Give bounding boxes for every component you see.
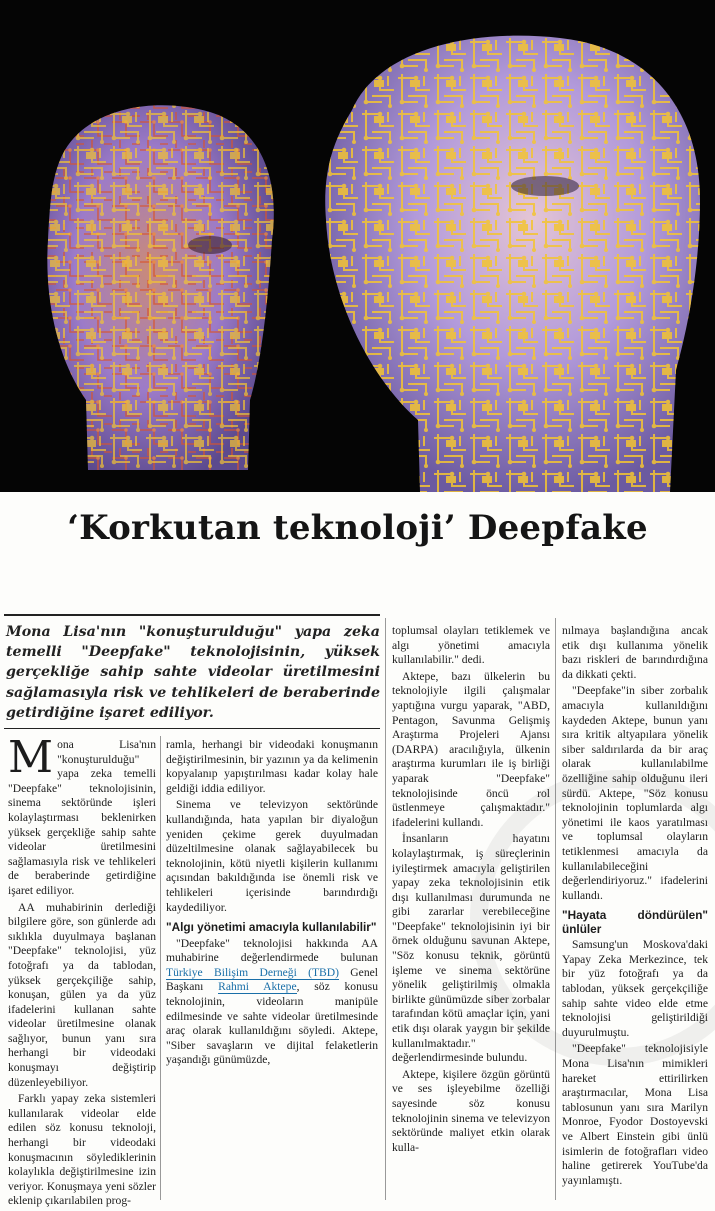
- column-1-text-1: ona Lisa'nın "konuşturulduğu" yapa zeka temelli "Deepfake" teknolojisinin, sinema sektöründe işleri kolaylaştırması beklenirken yüksek gerçekliğe sahip sahte videolar üretilmesini sağlamasıyla risk ve tehlikeleri de beraberinde getirdiğine işaret ediliyor.: [8, 738, 156, 897]
- column-2-paragraph-3: [166, 937, 378, 1068]
- column-4-paragraph-2: "Deepfake"in siber zorbalık amacıyla kullanıldığını kaydeden Aktepe, bunun yanı sıra kritik altyapılara yönelik siber saldırılarda da bir araç olarak kullanılabilme özelliğine sahip olduğunu ileri sürdü. Aktepe, "Söz konusu teknolojinin toplumlarda algı yönetimi ile kaos yaratılması ve toplumsal olayların tetiklenmesi amacıyla da kullanılabileceğini değerlendiriyoruz." ifadelerini kullandı.: [562, 684, 708, 902]
- column-2-text-3c: , söz konusu teknolojinin, videoların manipüle edilmesinde ve sahte videolar üretilmesinde araç olarak kullanıldığını söyledi. Aktepe, "Siber savaşların ve dijital felaketlerin yaşandığı günümüzde,: [166, 980, 378, 1067]
- column-divider-2: [385, 618, 386, 1200]
- column-1-paragraph-2: AA muhabirinin derlediği bilgilere göre, son günlerde adı sıklıkla duyulmaya başlanan "Deepfake" teknolojisi, yüz fotoğrafı ya da tablodan, yüksek gerçekçiliğe sahip, konuşan, gülen ya da yüz ifadelerini kullanan sahte videolar üretilmesine olanak sağlıyor, bunun yanı sıra herhangi bir videodaki konuşmayı değiştirip düzenleyebiliyor.: [8, 900, 156, 1089]
- article-title: ‘Korkutan teknoloji’ Deepfake: [67, 508, 648, 548]
- column-3-paragraph-4: Aktepe, kişilere özgün görüntü ve ses işleyebilme özelliği sayesinde söz konusu teknolojinin sinema ve televizyon sektöründe maliyet etkin olarak kulla-: [392, 1067, 550, 1154]
- column-2-text-3b: Genel Başkanı: [166, 965, 378, 994]
- rahmi-aktepe-link[interactable]: Rahmi Aktepe: [218, 980, 297, 994]
- column-2-paragraph-1: ramla, herhangi bir videodaki konuşmanın değiştirilmesinin, bir yazının ya da kelimenin kopyalanıp yapıştırılması kadar kolay hale geldiği iddia ediliyor.: [166, 738, 378, 795]
- drop-cap: M: [8, 732, 54, 783]
- column-divider-1: [160, 736, 161, 1200]
- column-2: [166, 738, 378, 1070]
- column-2-subheading: "Algı yönetimi amacıyla kullanılabilir": [166, 920, 377, 935]
- column-4-paragraph-1: nılmaya başlandığına ancak etik dışı kullanıma yönelik bazı riskleri de barındırdığına da dikkati çekti.: [562, 624, 708, 681]
- column-2-paragraph-2: Sinema ve televizyon sektöründe kullandığında, hata yapılan bir diyaloğun yeniden çekime gerek duyulmadan düzeltilmesine olanak sağlayabilecek bu teknolojinin, kötü niyetli kişilerin kullanımı açısından bakıldığında ise önemli risk ve tehlikeleri içerisinde barındırdığı kaydediliyor.: [166, 798, 378, 914]
- column-3-paragraph-3: İnsanların hayatını kolaylaştırmak, iş süreçlerinin iyileştirmek amacıyla geliştirilen yapay zeka teknolojisinin etik dışı kullanılması durumunda ne gibi zararlar verebileceğine "Deepfake" teknolojisinin iyi bir örnek olduğunu savunan Aktepe, "Söz konusu teknik, görüntü işleme ve sinema sektörüne yönelik geliştirilmiş olmakla birlikte günümüzde siber zorbalar tarafından kötü amaçlar için, yani etik dışı olarak yaygın bir şekilde kullanılmaktadır." değerlendirmesinde bulundu.: [392, 832, 550, 1065]
- lead-top-rule: [4, 614, 380, 616]
- column-3-paragraph-2: Aktepe, bazı ülkelerin bu teknolojiyle ilgili çalışmalar yaptığına vurgu yaparak, "ABD, Pentagon, Savunma Gelişmiş Araştırma Projeleri Ajansı (DARPA) aracılığıyla, ülkenin araştırma kurumları ile iş birliği yaparak "Deepfake" teknolojisinde öncü rol üstlenmeye çalışmaktadır." ifadelerini kullandı.: [392, 669, 550, 829]
- lead-bottom-rule: [4, 728, 380, 729]
- column-4: [562, 624, 708, 1190]
- circuit-faces-illustration: [0, 0, 715, 492]
- column-1-paragraph-3: Farklı yapay zeka sistemleri kullanılarak videolar elde edilen söz konusu teknoloji, herhangi bir videodaki konuşmacının söylediklerinin kolaylıkla değiştirilmesine izin veriyor. Konuşmaya yeni sözler eklenip çıkarılabilen prog-: [8, 1092, 156, 1208]
- column-4-paragraph-4: "Deepfake" teknolojisiyle Mona Lisa'nın mimikleri hareket ettirilirken araştırmacılar, Mona Lisa tablosunun yanı sıra Marilyn Monroe, Fyodor Dostoyevski ve Albert Einstein gibi ünlü isimlerin de fotoğrafları video haline getirerek YouTube'da yayınlamıştı.: [562, 1042, 708, 1187]
- circuit-faces-photo: [0, 0, 715, 492]
- article-lead: Mona Lisa'nın "konuşturulduğu" yapa zeka temelli "Deepfake" teknolojisinin, yüksek gerçekliğe sahip sahte videolar üretilmesini sağlamasıyla risk ve tehlikeleri de beraberinde getirdiğine işaret ediliyor.: [6, 624, 380, 721]
- column-divider-3: [555, 618, 556, 1200]
- column-3-paragraph-1: toplumsal olayları tetiklemek ve algı yönetimi amacıyla kullanılabilir." dedi.: [392, 624, 550, 667]
- column-1-paragraph-1: [8, 732, 156, 899]
- tbd-link[interactable]: Türkiye Bilişim Derneği (TBD): [166, 965, 339, 979]
- column-3: [392, 624, 550, 1157]
- column-2-text-3a: "Deepfake" teknolojisi hakkında AA muhabirine değerlendirmede bulunan: [166, 936, 378, 965]
- column-4-subheading: "Hayata döndürülen" ünlüler: [562, 908, 708, 936]
- column-1: [8, 732, 156, 1211]
- column-4-paragraph-3: Samsung'un Moskova'daki Yapay Zeka Merkezince, tek bir yüz fotoğrafı ya da tablodan, yüksek gerçekçiliğe sahip sahte video elde etme teknolojisi geliştirildiği duyurulmuştu.: [562, 938, 708, 1039]
